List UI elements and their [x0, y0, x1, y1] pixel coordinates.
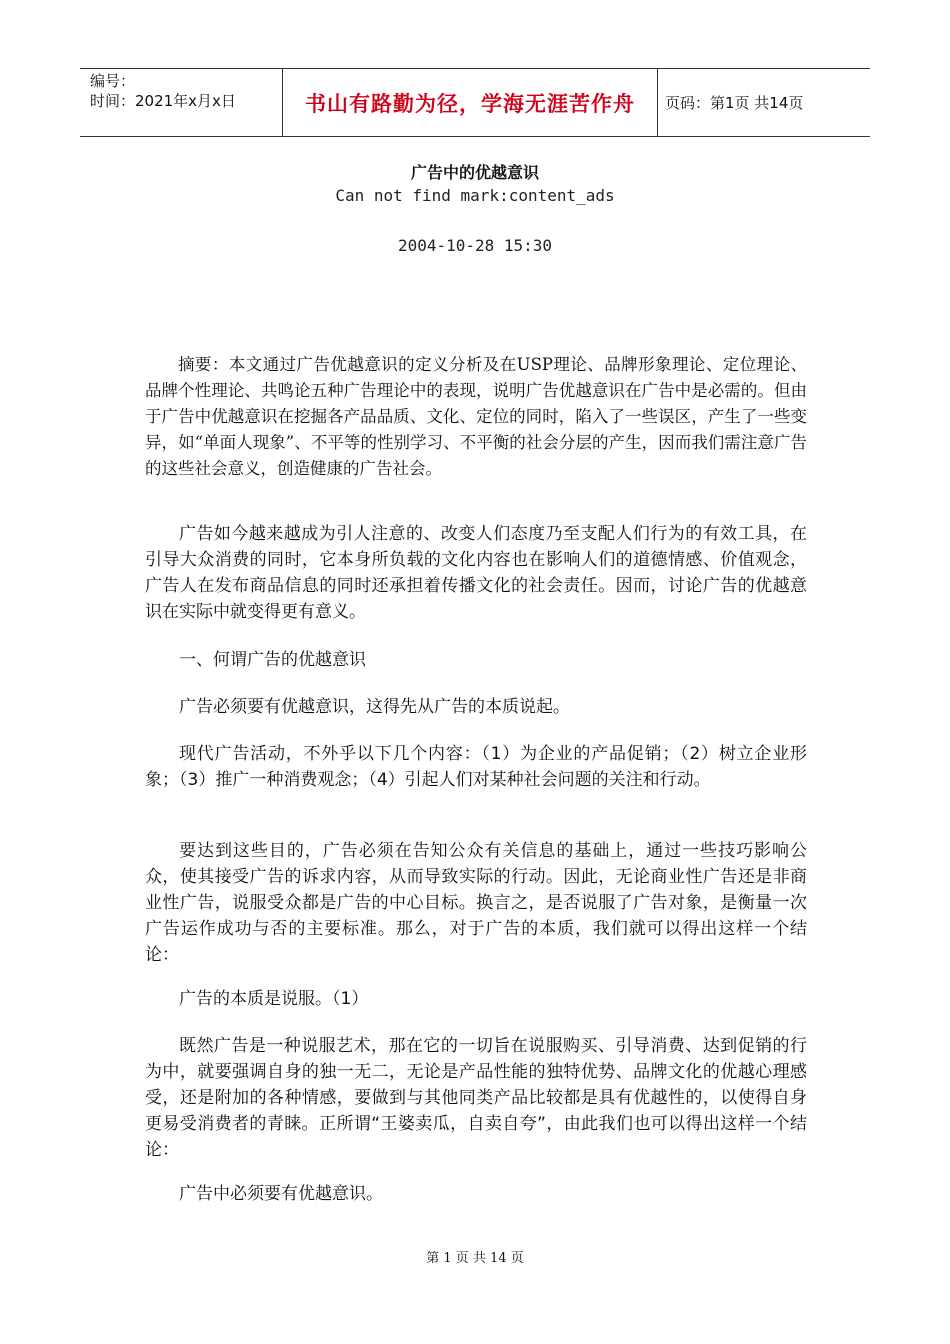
document-title: 广告中的优越意识	[410, 163, 539, 182]
body-paragraph: 广告必须要有优越意识，这得先从广告的本质说起。	[179, 697, 570, 717]
number-label: 编号：	[90, 72, 136, 90]
body-paragraph: 广告如今越来越成为引人注意的、改变人们态度乃至支配人们行为的有效工具，在引导大众消费的同时，它本身所负载的文化内容也在影响人们的道德情感、价值观念，广告人在发布商品信息的同时还承担着传播文化的社会责任。因而，讨论广告的优越意识在实际中就变得更有意义。	[145, 524, 807, 622]
header-page-info: 页码：第1页 共14页	[665, 94, 804, 112]
publish-datetime: 2004-10-28 15:30	[397, 236, 553, 255]
body-paragraph: 现代广告活动，不外乎以下几个内容：（1）为企业的产品促销；（2）树立企业形象；（3）推广一种消费观念；（4）引起人们对某种社会问题的关注和行动。	[145, 744, 807, 790]
abstract-paragraph: 摘要：本文通过广告优越意识的定义分析及在USP理论、品牌形象理论、定位理论、品牌个性理论、共鸣论五种广告理论中的表现，说明广告优越意识在广告中是必需的。但由于广告中优越意识在挖掘各产品品质、文化、定位的同时，陷入了一些误区，产生了一些变异，如“单面人现象”、不平等的性别学习、不平衡的社会分层的产生，因而我们需注意广告的这些社会意义，创造健康的广告社会。	[145, 355, 807, 478]
body-paragraph: 广告的本质是说服。（1）	[179, 989, 369, 1009]
body-paragraph: 要达到这些目的，广告必须在告知公众有关信息的基础上，通过一些技巧影响公众，使其接受广告的诉求内容，从而导致实际的行动。因此，无论商业性广告还是非商业性广告，说服受众都是广告的中心目标。换言之，是否说服了广告对象，是衡量一次广告运作成功与否的主要标准。那么，对于广告的本质，我们就可以得出这样一个结论：	[145, 841, 807, 965]
header-meta	[90, 71, 236, 111]
body-paragraph: 既然广告是一种说服艺术，那在它的一切旨在说服购买、引导消费、达到促销的行为中，就要强调自身的独一无二，无论是产品性能的独特优势、品牌文化的优越心理感受，还是附加的各种情感，要做到与其他同类产品比较都是具有优越性的，以使得自身更易受消费者的青睐。正所谓“王婆卖瓜，自卖自夸”，由此我们也可以得出这样一个结论：	[145, 1036, 807, 1160]
page-footer: 第 1 页 共 14 页	[426, 1251, 524, 1266]
body-paragraph: 广告中必须要有优越意识。	[179, 1184, 383, 1204]
header-divider	[657, 69, 658, 136]
header-motto: 书山有路勤为径，学海无涯苦作舟	[305, 91, 635, 116]
section-heading: 一、何谓广告的优越意识	[179, 650, 366, 670]
document-header	[80, 68, 870, 137]
time-label: 时间：2021年x月x日	[90, 92, 236, 110]
missing-mark-notice: Can not find mark:content_ads	[335, 186, 615, 205]
